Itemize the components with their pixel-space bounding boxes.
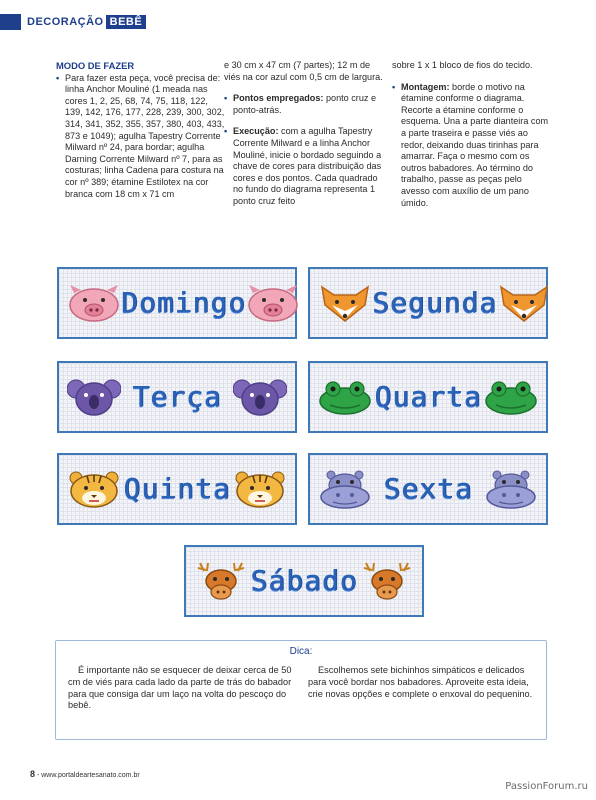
panel-word: Quinta (123, 472, 231, 505)
panel-sexta (308, 453, 548, 525)
moose-icon (194, 561, 248, 601)
frog-icon (484, 377, 538, 417)
moose-icon (360, 561, 414, 601)
execution-label: Execução: (233, 126, 279, 137)
hippo-icon (318, 469, 372, 509)
watermark: PassionForum.ru (505, 781, 588, 792)
tiger-icon (67, 469, 121, 509)
panel-quinta (57, 453, 297, 525)
pig-icon (67, 283, 121, 323)
fox-icon (318, 283, 372, 323)
tip-left-text: É importante não se esquecer de deixar cerca de 50 cm de viés para cada lado da parte de trás do babador para que consiga dar um laço na volta do pescoço do bebê. (68, 665, 292, 711)
execution-cont-text: sobre 1 x 1 bloco de fios do tecido. (392, 60, 533, 70)
panel-quarta (308, 361, 548, 433)
materials-item (56, 73, 226, 201)
instructions-column-3 (392, 60, 552, 219)
hippo-icon (484, 469, 538, 509)
stitches-text: ponto cruz e ponto-atrás. (233, 93, 377, 115)
pig-icon (246, 283, 300, 323)
stitches-label: Pontos empregados: (233, 93, 324, 104)
tiger-icon (233, 469, 287, 509)
panel-word: Terça (132, 380, 222, 413)
execution-text: com a agulha Tapestry Corrente Milward e a linha Anchor Mouliné, inicie o bordado seguindo a chave de cores para distribuição das cores e dos pontos. Cada quadrado no fundo do diagrama representa 1 ponto cruz feito (233, 126, 382, 206)
page-footer (30, 769, 140, 779)
koala-icon (67, 377, 121, 417)
materials-continued (224, 60, 386, 83)
assembly-label: Montagem: (401, 81, 450, 92)
execution-continued (392, 60, 552, 72)
footer-site: - www.portaldeartesanato.com.br (35, 772, 140, 779)
tip-title: Dica: (289, 646, 313, 657)
header-bar (0, 14, 21, 30)
stitches-item (224, 93, 386, 116)
tip-right-text: Escolhemos sete bichinhos simpáticos e delicados para você bordar nos babadores. Aproveite esta ideia, crie novas opções e complete o enxoval do pequenino. (308, 665, 533, 699)
panel-sabado (184, 545, 424, 617)
panel-word: Quarta (374, 380, 482, 413)
materials-text: Para fazer esta peça, você precisa de: linha Anchor Mouliné (1 meada nas cores 1, 2, 25, 68, 74, 75, 118, 122, 139, 142, 176, 177, 228, 239, 300, 302, 314, 341, 352, 355, 357, 380, 403, 433, 873 e 1049); agulha Tapestry Corrente Milward nº 24, para bordar; agulha Darning Corrente Milward nº 7, para as costuras; linha Cadena para costura na cor nº 389; étamine Estilotex na cor branca com 18 cm x 71 cm (65, 72, 225, 199)
frog-icon (318, 377, 372, 417)
koala-icon (233, 377, 287, 417)
panel-domingo (57, 267, 297, 339)
materials-cont-text: e 30 cm x 47 cm (7 partes); 12 m de viés na cor azul com 0,5 cm de largura. (224, 60, 383, 82)
instructions-column-1 (56, 60, 226, 210)
panel-word: Sábado (250, 564, 358, 597)
panel-word: Domingo (121, 286, 247, 319)
panel-segunda (308, 267, 548, 339)
instructions-title: MODO DE FAZER (56, 60, 135, 71)
assembly-text: borde o motivo na étamine conforme o diagrama. Recorte a étamine conforme o esquema. Una a parte dianteira com a parte traseira e passe viés ao redor, deixando duas tirinhas para amarrar. Faça o mesmo com os outros babadores. Ao término do trabalho, passe as peças pelo avesso com auxílio de um pano úmido. (401, 81, 549, 208)
page-number: 8 (30, 769, 36, 779)
tip-box (55, 640, 547, 740)
panel-word: Segunda (372, 286, 498, 319)
header-subcategory: BEBÊ (106, 15, 147, 29)
instructions-column-2 (224, 60, 386, 218)
panel-terca (57, 361, 297, 433)
header-category: DECORAÇÃO (27, 16, 104, 28)
fox-icon (497, 283, 551, 323)
panel-word: Sexta (383, 472, 473, 505)
execution-item (224, 126, 386, 207)
section-header (0, 14, 146, 30)
assembly-item (392, 82, 552, 210)
